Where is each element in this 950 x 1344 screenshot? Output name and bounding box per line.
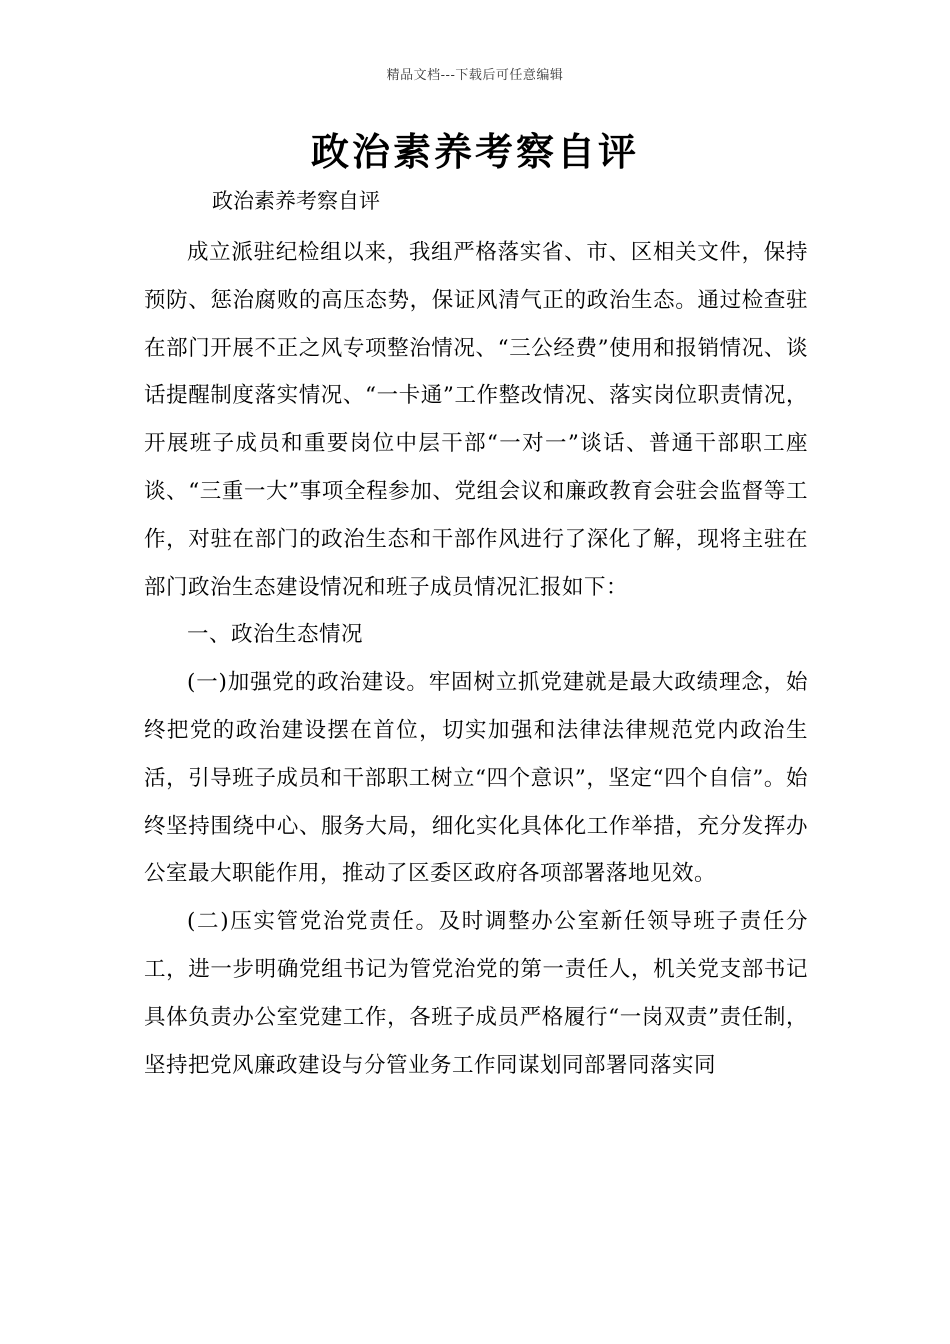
section-heading-political-ecology: 一、政治生态情况 xyxy=(187,622,364,648)
document-subtitle: 政治素养考察自评 xyxy=(212,189,380,213)
paragraph-party-political-building: (一)加强党的政治建设。牢固树立抓党建就是最大政绩理念，始终把党的政治建设摆在首位，切实加强和法律法律规范党内政治生活，引导班子成员和干部职工树立“四个意识”，坚定“四个自信”。始终坚持围绕中心、服务大局，细化实化具体化工作举措，充分发挥办公室最大职能作用，推动了区委区政府各项部署落地见效。 xyxy=(144,670,809,887)
document-body xyxy=(144,229,808,1089)
paragraph-intro: 成立派驻纪检组以来，我组严格落实省、市、区相关文件，保持预防、惩治腐败的高压态势，保证风清气正的政治生态。通过检查驻在部门开展不正之风专项整治情况、“三公经费”使用和报销情况、谈话提醒制度落实情况、“一卡通”工作整改情况、落实岗位职责情况，开展班子成员和重要岗位中层干部“一对一”谈话、普通干部职工座谈、“三重一大”事项全程参加、党组会议和廉政教育会驻会监督等工作，对驻在部门的政治生态和干部作风进行了深化了解，现将主驻在部门政治生态建设情况和班子成员情况汇报如下： xyxy=(144,240,808,600)
document-title: 政治素养考察自评 xyxy=(310,129,639,174)
header-note: 精品文档---下载后可任意编辑 xyxy=(386,68,564,83)
paragraph-party-governance-responsibility: (二)压实管党治党责任。及时调整办公室新任领导班子责任分工，进一步明确党组书记为管党治党的第一责任人，机关党支部书记具体负责办公室党建工作，各班子成员严格履行“一岗双责”责任制，坚持把党风廉政建设与分管业务工作同谋划同部署同落实同 xyxy=(144,909,808,1078)
